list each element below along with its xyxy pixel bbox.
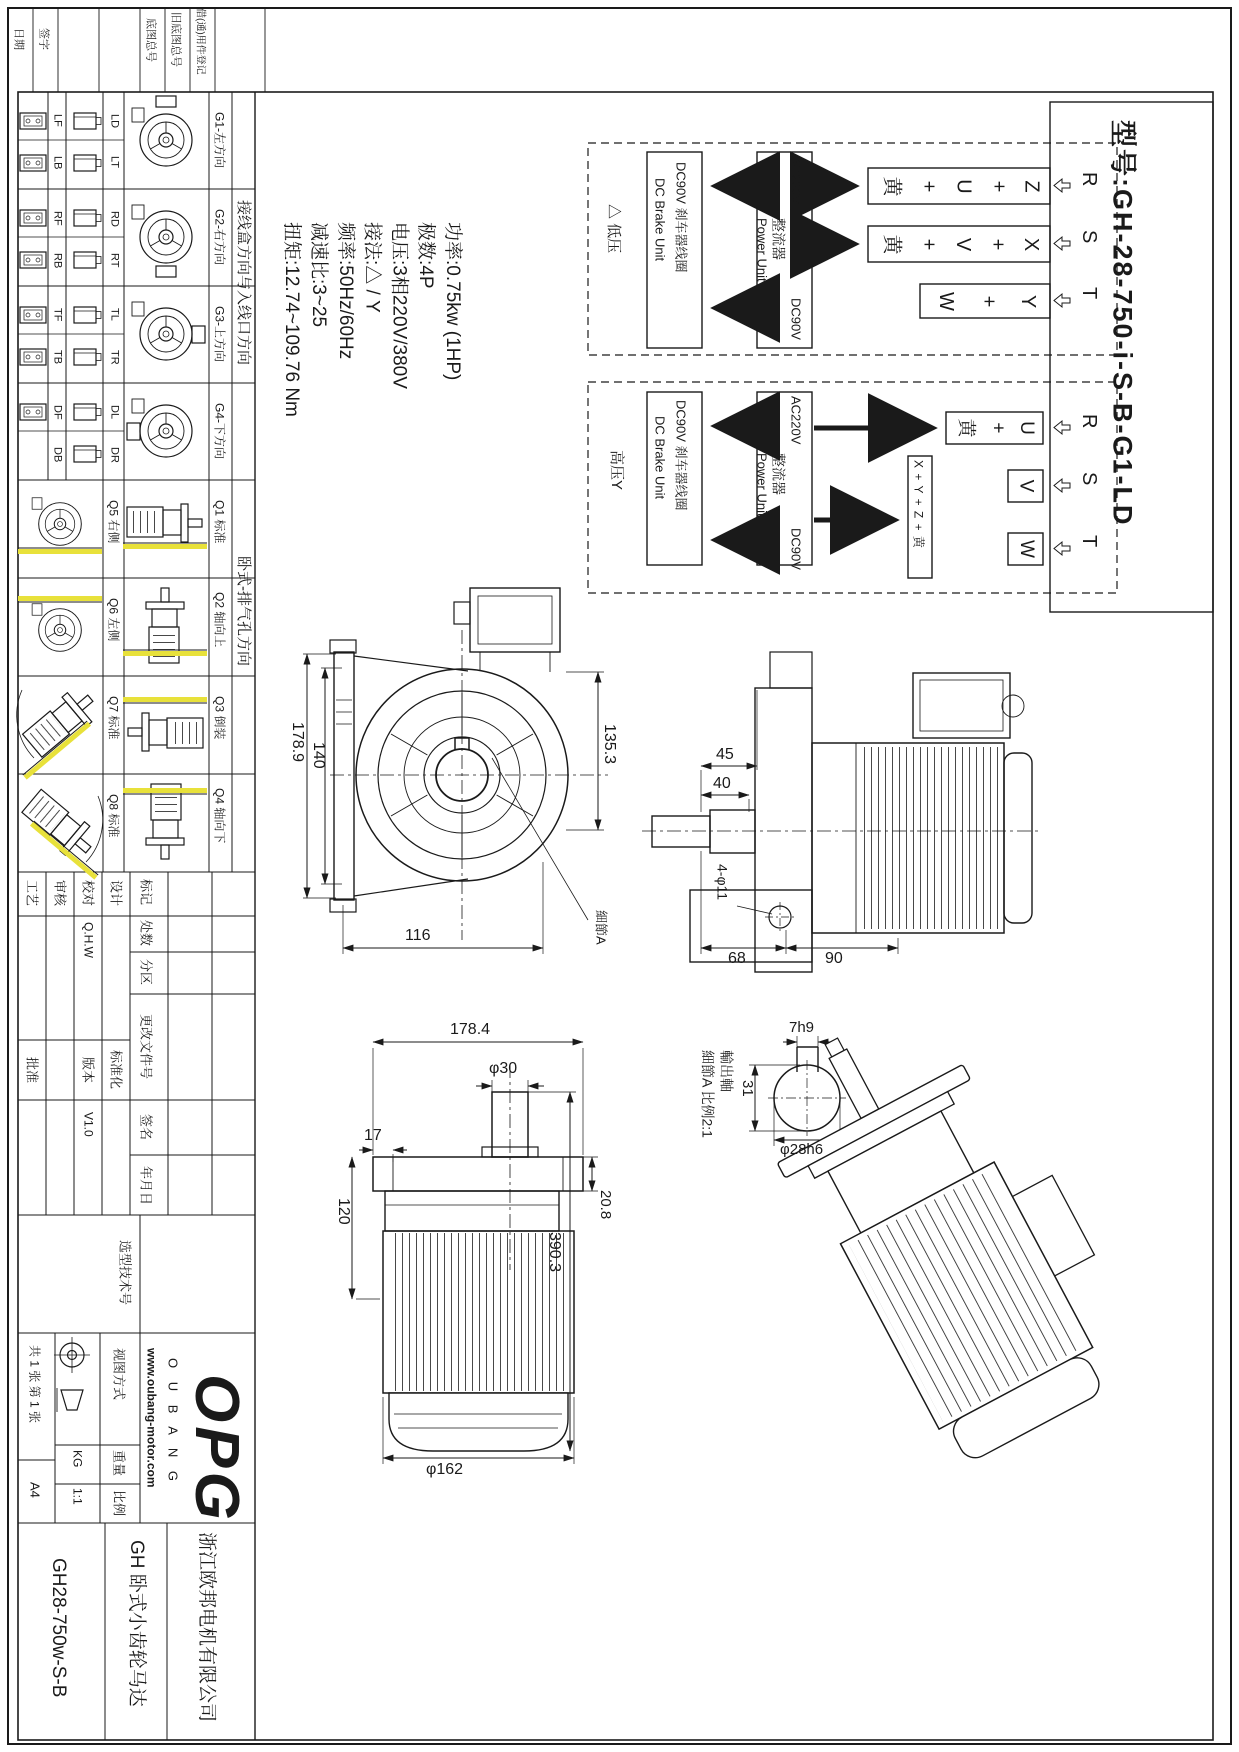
spec-ratio: 减速比:3~25 <box>308 222 330 328</box>
dim-shaft-dia: φ30 <box>489 1060 518 1077</box>
phase-arrow-icon <box>1054 179 1070 555</box>
margin-field-old-base-no: 旧底图总号 <box>169 12 182 67</box>
terminal-strip-vx: 黄 + V + X <box>880 234 1042 254</box>
exhaust-label: Q1 标准 <box>212 500 227 544</box>
tb-check: 校对 <box>80 880 96 907</box>
dim-bolt-holes: 4-φ11 <box>714 864 731 901</box>
tb-view-mode: 视图方式 <box>111 1348 127 1401</box>
orientation-code: LB <box>51 156 64 170</box>
spec-frequency: 频率:50Hz/60Hz <box>334 222 356 360</box>
model-title: 型号:GH-28-750-i-S-B-G1-LD <box>1107 120 1138 527</box>
orientation-code: TF <box>51 308 64 322</box>
orientation-code: LD <box>108 114 121 129</box>
spec-list <box>276 222 465 652</box>
dim-front-width: 140 <box>309 742 327 769</box>
dim-total-390-3: 390.3 <box>545 1232 563 1273</box>
dim-shaft-45: 45 <box>716 746 734 763</box>
brake-coil-label-en: DC Brake Unit <box>652 178 668 262</box>
tb-paper-size: A4 <box>27 1482 43 1498</box>
detail-output-shaft-label: 輸出軸 <box>718 1050 735 1092</box>
high-voltage-tag: 高压Y <box>607 450 625 491</box>
exhaust-table-header: 卧式-排气孔方向 <box>234 556 252 666</box>
exhaust-label: Q3 倒装 <box>212 696 227 740</box>
rectifier-label-cn-2: 整流器 <box>770 453 787 495</box>
dim-lug-17: 17 <box>364 1127 382 1144</box>
first-angle-projection-icon <box>54 1337 90 1412</box>
orientation-code: RF <box>51 211 64 226</box>
phase-r-high: R <box>1078 414 1100 429</box>
exhaust-label: Q6 左侧 <box>106 598 121 642</box>
orientation-code: TL <box>108 308 121 321</box>
tb-version-value: V1.0 <box>81 1112 96 1137</box>
terminal-w: W <box>1015 540 1037 558</box>
drawing-number: GH28-750w-S-B <box>47 1558 69 1698</box>
phase-t-low: T <box>1078 287 1100 300</box>
tb-design: 设计 <box>108 880 124 907</box>
dim-detail-dia: φ28h6 <box>780 1141 824 1158</box>
phase-s-low: S <box>1078 230 1100 244</box>
orientation-row-label: G3-上方向 <box>212 306 227 363</box>
company-website: www.oubang-motor.com <box>144 1348 159 1488</box>
tb-count: 处数 <box>138 920 154 947</box>
spec-connection: 接法:△ / Y <box>361 222 383 313</box>
orientation-code: LT <box>108 156 121 169</box>
dim-len-120: 120 <box>334 1198 352 1225</box>
dim-base-68: 68 <box>728 950 746 967</box>
terminal-strip-u: 黄 + U <box>955 418 1037 438</box>
terminal-strip-uz: 黄 + U + Z <box>880 176 1043 196</box>
dim-base-90: 90 <box>825 950 843 967</box>
exhaust-label: Q5 右侧 <box>106 500 121 544</box>
orientation-row-label: G2-右方向 <box>212 209 227 266</box>
orientation-code: LF <box>51 114 64 127</box>
tb-approve: 批准 <box>24 1057 40 1084</box>
orientation-code: TR <box>108 350 121 365</box>
brand-letters: O U B A N G <box>165 1358 181 1486</box>
dim-key-20-8: 20.8 <box>596 1190 614 1220</box>
terminal-v: V <box>1015 479 1037 493</box>
orientation-code: RT <box>108 253 121 268</box>
tb-date: 年月日 <box>138 1166 154 1206</box>
detail-a-callout: 細節A <box>593 910 609 945</box>
orientation-code: TB <box>51 350 64 365</box>
orientation-code: DR <box>108 447 121 463</box>
tb-version-label: 版本 <box>80 1057 96 1084</box>
tb-standardization: 标准化 <box>108 1050 124 1090</box>
exhaust-label: Q7 标准 <box>106 696 121 740</box>
side-view-art <box>642 652 1042 972</box>
detail-scale-label: 細節A 比例2:1 <box>699 1050 716 1138</box>
rectifier-ac-label-2: AC220V <box>788 396 804 445</box>
margin-field-sign: 签字 <box>37 28 50 50</box>
spec-poles: 极数:4P <box>415 222 437 289</box>
rectifier-label-en: Power Unit <box>754 218 770 282</box>
orientation-code: DF <box>51 405 64 420</box>
spec-torque: 扭矩:12.74~109.76 Nm <box>281 222 303 417</box>
dim-front-base: 116 <box>405 927 431 944</box>
brake-coil-label-en-2: DC Brake Unit <box>652 416 668 500</box>
orientation-code: DL <box>108 405 121 420</box>
rectifier-label-en-2: Power Unit <box>754 453 770 517</box>
margin-field-base-no: 底图总号 <box>144 18 157 62</box>
low-voltage-tag: △ 低压 <box>604 204 622 254</box>
orientation-code: DB <box>51 447 64 463</box>
tb-scale-value: 1:1 <box>70 1488 85 1505</box>
rectifier-dc-label: DC90V <box>788 298 804 340</box>
tb-change-doc: 更改文件号 <box>138 1014 154 1080</box>
tb-weight-label: 重量 <box>111 1450 127 1477</box>
spec-voltage: 电压:3相220V/380V <box>388 222 410 389</box>
phase-t-high: T <box>1078 535 1100 548</box>
spec-power: 功率:0.75kw (1HP) <box>442 222 463 381</box>
orientation-row-label: G1-左方向 <box>212 112 227 169</box>
dim-keyway-7h9: 7h9 <box>789 1019 815 1036</box>
brake-coil-label-cn: DC90V 刹车器线圈 <box>673 162 689 273</box>
tb-signature: 签名 <box>138 1114 154 1141</box>
tb-designer-name: Q.H.W <box>81 922 96 958</box>
tb-weight-unit: KG <box>70 1450 85 1468</box>
orientation-row-label: G4-下方向 <box>212 403 227 460</box>
exhaust-label: Q2 轴向上 <box>212 592 227 648</box>
phase-r-low: R <box>1078 172 1100 187</box>
dim-detail-31: 31 <box>738 1080 756 1097</box>
rectifier-ac-label: AC220V <box>788 156 804 205</box>
orientation-code: RB <box>51 253 64 269</box>
phase-s-high: S <box>1078 472 1100 486</box>
product-name: GH 卧式小齿轮马达 <box>125 1540 147 1707</box>
isometric-view-art <box>739 979 1153 1476</box>
dim-front-center: 135.3 <box>600 724 618 765</box>
tb-selection-no: 选型技术号 <box>117 1240 133 1306</box>
tb-scale-label: 比例 <box>111 1490 127 1517</box>
brake-coil-label-cn-2: DC90V 刹车器线圈 <box>673 400 689 511</box>
dim-shaft-40: 40 <box>713 775 731 792</box>
tb-sheet-count: 共 1 张 第 1 张 <box>27 1345 42 1424</box>
margin-field-borrow: 借(通)用件登记 <box>194 8 206 75</box>
tb-mark: 标记 <box>138 879 154 906</box>
dim-top-width: 178.4 <box>450 1021 491 1038</box>
terminal-strip-wy: W + Y <box>934 291 1040 311</box>
orientation-table-header: 接线盒方向与入线口方向 <box>234 200 252 366</box>
exhaust-label: Q4 轴向下 <box>212 788 227 844</box>
tb-review: 审核 <box>52 880 68 907</box>
exhaust-label: Q8 标准 <box>106 794 121 838</box>
brand-logo: OPG <box>182 1374 252 1524</box>
terminal-strip-xyz: X + Y + Z + 黄 <box>911 460 926 549</box>
company-name: 浙江欧邦电机有限公司 <box>195 1532 217 1723</box>
rectifier-dc-label-2: DC90V <box>788 528 804 570</box>
rectifier-label-cn: 整流器 <box>770 218 787 260</box>
dim-body-dia: φ162 <box>426 1461 464 1478</box>
dim-front-height: 178.9 <box>288 722 306 763</box>
margin-field-date: 日期 <box>12 28 25 50</box>
orientation-code: RD <box>108 211 121 227</box>
tb-zone: 分区 <box>138 959 154 986</box>
tb-craft: 工艺 <box>24 880 40 907</box>
